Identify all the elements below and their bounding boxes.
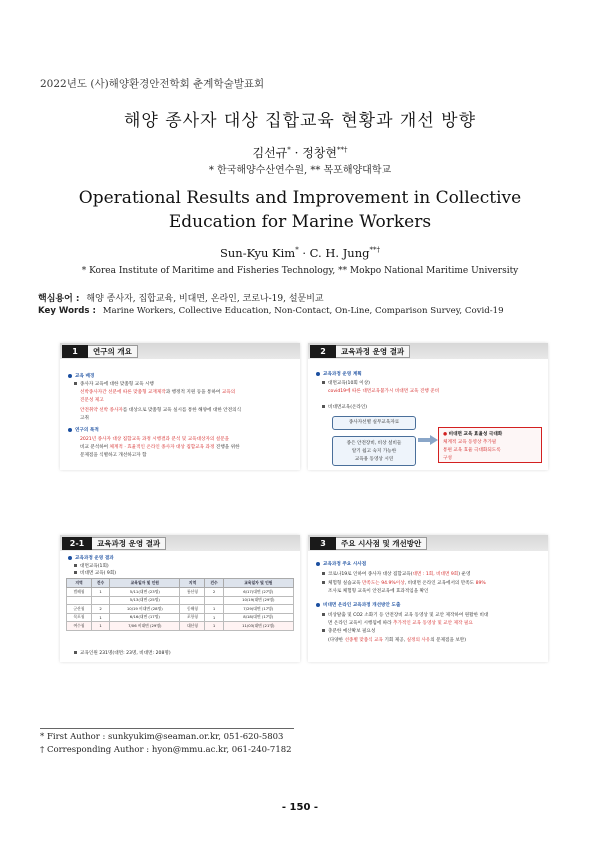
english-affiliation: * Korea Institute of Maritime and Fisheries Technology, ** Mokpo National Maritime University (81, 266, 519, 276)
table-cell: 범해청 (67, 588, 92, 597)
table-cell: 6/16(대면 (17명) (110, 613, 180, 622)
table-cell (67, 596, 92, 605)
panel-title: 교육과정 운영 결과 (336, 345, 410, 358)
materials-box: 종사자선별 실무교육자료 (332, 416, 416, 430)
square-bullet-icon (322, 629, 325, 632)
bullet-icon (316, 603, 320, 607)
table-cell (91, 596, 109, 605)
table-cell: 대산청 (180, 622, 205, 631)
table-cell: 동해청 (180, 605, 205, 614)
table-row (67, 588, 294, 597)
table-cell: 10/19(대면 (29명) (223, 596, 293, 605)
text-line: 종사자 교육에 대한 맞춤형 교육 시행 (74, 381, 154, 389)
table-cell: 2 (205, 588, 223, 597)
table-cell: 8/18(대면 (17명) (223, 613, 293, 622)
table-cell: 1 (205, 613, 223, 622)
section-heading: 교육과정 주요 시사점 (316, 561, 366, 569)
schedule-table (66, 578, 294, 631)
text-line: (다양한 선종별 맞춤식 교육 기회 제공, 실정의 사유의 문제점을 보완) (328, 638, 467, 643)
section-heading: 교육 배경 (68, 373, 94, 381)
keywords-korean (38, 291, 324, 304)
table-cell: 목포청 (67, 613, 92, 622)
bullet-icon (68, 374, 72, 378)
table-cell: 5/13(대면 (25명) (110, 596, 180, 605)
table-cell: 1 (91, 622, 109, 631)
panel-title: 교육과정 운영 결과 (92, 537, 166, 550)
panel-number: 2 (310, 345, 336, 358)
table-cell (205, 596, 223, 605)
text-line: 고취 (80, 416, 89, 421)
table-cell: 1 (91, 588, 109, 597)
korean-affiliation: * 한국해양수산연수원, ** 목포해양대학교 (208, 165, 392, 176)
table-cell: 포항청 (180, 613, 205, 622)
conference-header: 2022년도 (사)해양환경안전학회 춘계학술발표회 (40, 78, 265, 90)
author-1-en: Sun-Kyu Kim (220, 246, 296, 260)
keywords-english (38, 306, 504, 316)
footnote-corresponding-author: † Corresponding Author : hyon@mmu.ac.kr, 061-240-7182 (40, 745, 292, 755)
square-bullet-icon (322, 581, 325, 584)
footnote-first-author: * First Author : sunkyukim@seaman.or.kr, 051-620-5803 (40, 732, 284, 742)
text-line: 진문성 제고 (80, 398, 104, 403)
table-row-highlighted (67, 622, 294, 631)
panel-operation-plan (308, 343, 548, 470)
square-bullet-icon (322, 572, 325, 575)
text-line: 면 온라인 교육이 시행됨에 따라 추가적인 교육 동영상 및 교안 제작 필요 (328, 621, 473, 626)
improvement-line: 체계적 교육 동영상 추가필 (443, 440, 497, 445)
square-bullet-icon (74, 564, 77, 567)
column-header: 지역 (180, 579, 205, 588)
panel-number: 1 (62, 345, 88, 358)
square-bullet-icon (322, 613, 325, 616)
column-header: 교육일자 및 인원 (223, 579, 293, 588)
table-row (67, 605, 294, 614)
square-bullet-icon (74, 571, 77, 574)
table-cell: 5/11(대면 (23명) (110, 588, 180, 597)
section-heading: 비대면 온라인 교육과정 개선방안 도출 (316, 602, 400, 610)
table-cell: 10/19 비대면 (28명) (110, 605, 180, 614)
author-2-en: · C. H. Jung (298, 246, 370, 260)
table-cell: 7/06 비대면 (29명) (110, 622, 180, 631)
table-row (67, 613, 294, 622)
text-line: 대면교육(1회) (74, 563, 109, 571)
keywords-english-label: Key Words : (38, 306, 96, 316)
improvement-line: ● 비대면 교육 효율성 극대화 (443, 432, 503, 437)
square-bullet-icon (322, 381, 325, 384)
panel-title: 주요 시사점 및 개선방안 (336, 537, 427, 550)
page-number: - 150 - (281, 802, 319, 813)
text-line: 안전취약 선박 종사자를 대상으로 맞춤형 교육 실시를 통한 해양에 대한 안전의식 (80, 408, 242, 413)
text-line: 비대면 교육( 9회) (74, 570, 116, 578)
table-cell: 1 (205, 622, 223, 631)
square-bullet-icon (74, 651, 77, 654)
panel-header (308, 535, 548, 551)
table-cell (180, 596, 205, 605)
table-cell: 군산청 (67, 605, 92, 614)
panel-header (60, 535, 300, 551)
column-header: 교육일자 및 인원 (110, 579, 180, 588)
text-line: 체험형 실습교육 만족도는 94.9%이상, 비대면 온라인 교육에서의 만족도 89% (322, 580, 486, 588)
table-cell: 11/03(대면 (21명) (223, 622, 293, 631)
panel-operation-results (60, 535, 300, 662)
text-line: 2021년 종사자 대상 집합교육 과정 시행결과 분석 및 교육대상자의 설문을 (80, 437, 230, 442)
korean-authors (0, 144, 600, 161)
keywords-english-text: Marine Workers, Collective Education, Non-Contact, On-Line, Comparison Survey, Covid-19 (102, 306, 504, 316)
table-cell: 7/29(대면 (17명) (223, 605, 293, 614)
table-cell: 1 (91, 613, 109, 622)
panel-number: 3 (310, 537, 336, 550)
bullet-icon (68, 556, 72, 560)
section-heading: 교육과정 운영 결과 (68, 555, 114, 563)
improvement-line: 통편 교육 효율 극대화되도록 (443, 448, 501, 453)
author-1-ko-mark: * (287, 146, 291, 154)
table-cell: 여수청 (67, 622, 92, 631)
table-row (67, 596, 294, 605)
table-cell: 2 (91, 605, 109, 614)
english-authors (0, 246, 600, 260)
panel-header (308, 343, 548, 359)
text-line: 비상탈출 및 CO2 소화기 등 안전장비 교육 동영상 및 교안 제작하여 원활한 비대 (322, 612, 488, 620)
english-title: Operational Results and Improvement in Collective Education for Marine Workers (78, 188, 522, 232)
author-2-ko-mark: **† (337, 146, 348, 154)
square-bullet-icon (74, 382, 77, 385)
column-header: 건수 (91, 579, 109, 588)
footnote-divider (40, 728, 294, 729)
column-header: 건수 (205, 579, 223, 588)
section-heading: 연구의 목적 (68, 427, 99, 435)
panel-research-overview (60, 343, 300, 470)
table-cell: 1 (205, 605, 223, 614)
column-header: 지역 (67, 579, 92, 588)
improvement-box (438, 427, 542, 463)
video-box-line: 교육용 동영상 시연 (354, 457, 394, 462)
author-1-en-mark: * (295, 246, 299, 255)
table-cell: 통산청 (180, 588, 205, 597)
text-line: 코로나19로 인하여 종사자 대상 집합교육(대면 : 1회, 비대면 9회) 운영 (322, 571, 470, 579)
text-line: 조사로 체험형 교육이 안전교육에 효과적임을 확인 (328, 589, 429, 594)
author-1-ko: 김선규 (252, 146, 288, 160)
panel-header (60, 343, 300, 359)
author-2-ko: · 정창현 (290, 146, 337, 160)
panel-number: 2-1 (62, 537, 92, 550)
text-line: 비대면교육(온라인) (322, 404, 367, 412)
text-line: 선박종사자간 선분에 따른 맞춤형 교재제작과 행정적 지원 등을 통하여 교육의 (80, 390, 236, 395)
text-line: 대면교육(10회 이상) (322, 380, 370, 388)
section-heading: 교육과정 운영 계획 (316, 371, 362, 379)
panel-implications (308, 535, 548, 662)
improvement-line: 구성 (443, 456, 452, 461)
panel-title: 연구의 개요 (88, 345, 138, 358)
table-header-row (67, 579, 294, 588)
bullet-icon (316, 372, 320, 376)
author-2-en-mark: **† (369, 246, 380, 255)
korean-title: 해양 종사자 대상 집합교육 현황과 개선 방향 (123, 111, 477, 131)
video-box-line: 종은 안전장비, 비상 설비들 (346, 441, 402, 446)
text-line: 교육인원 231명(대면: 23명, 비대면: 208명) (74, 650, 171, 658)
bullet-icon (68, 428, 72, 432)
keywords-korean-text: 해양 종사자, 집합교육, 비대면, 온라인, 코로나-19, 설문비교 (86, 294, 324, 304)
video-box (332, 436, 416, 466)
text-line: 비교 분석하여 체계적 · 효율적인 온라인 종사자 대상 집합교육 과정 진행을 위한 (80, 445, 240, 450)
bullet-icon (316, 562, 320, 566)
video-box-line: 알기 쉽고 숙지 가능한 (351, 449, 397, 454)
square-bullet-icon (322, 405, 325, 408)
arrow-right-icon (418, 435, 438, 445)
keywords-korean-label: 핵심용어 : (38, 294, 80, 304)
table-cell: 6/17(대면 (27명) (223, 588, 293, 597)
text-line: 충분한 예산확보 필요성 (322, 628, 375, 636)
text-line: covid19에 따른 대면교육불가시 비대면 교육 진행 준비 (328, 389, 440, 394)
text-line: 문제점을 식별하고 개선하고자 함 (80, 453, 147, 458)
